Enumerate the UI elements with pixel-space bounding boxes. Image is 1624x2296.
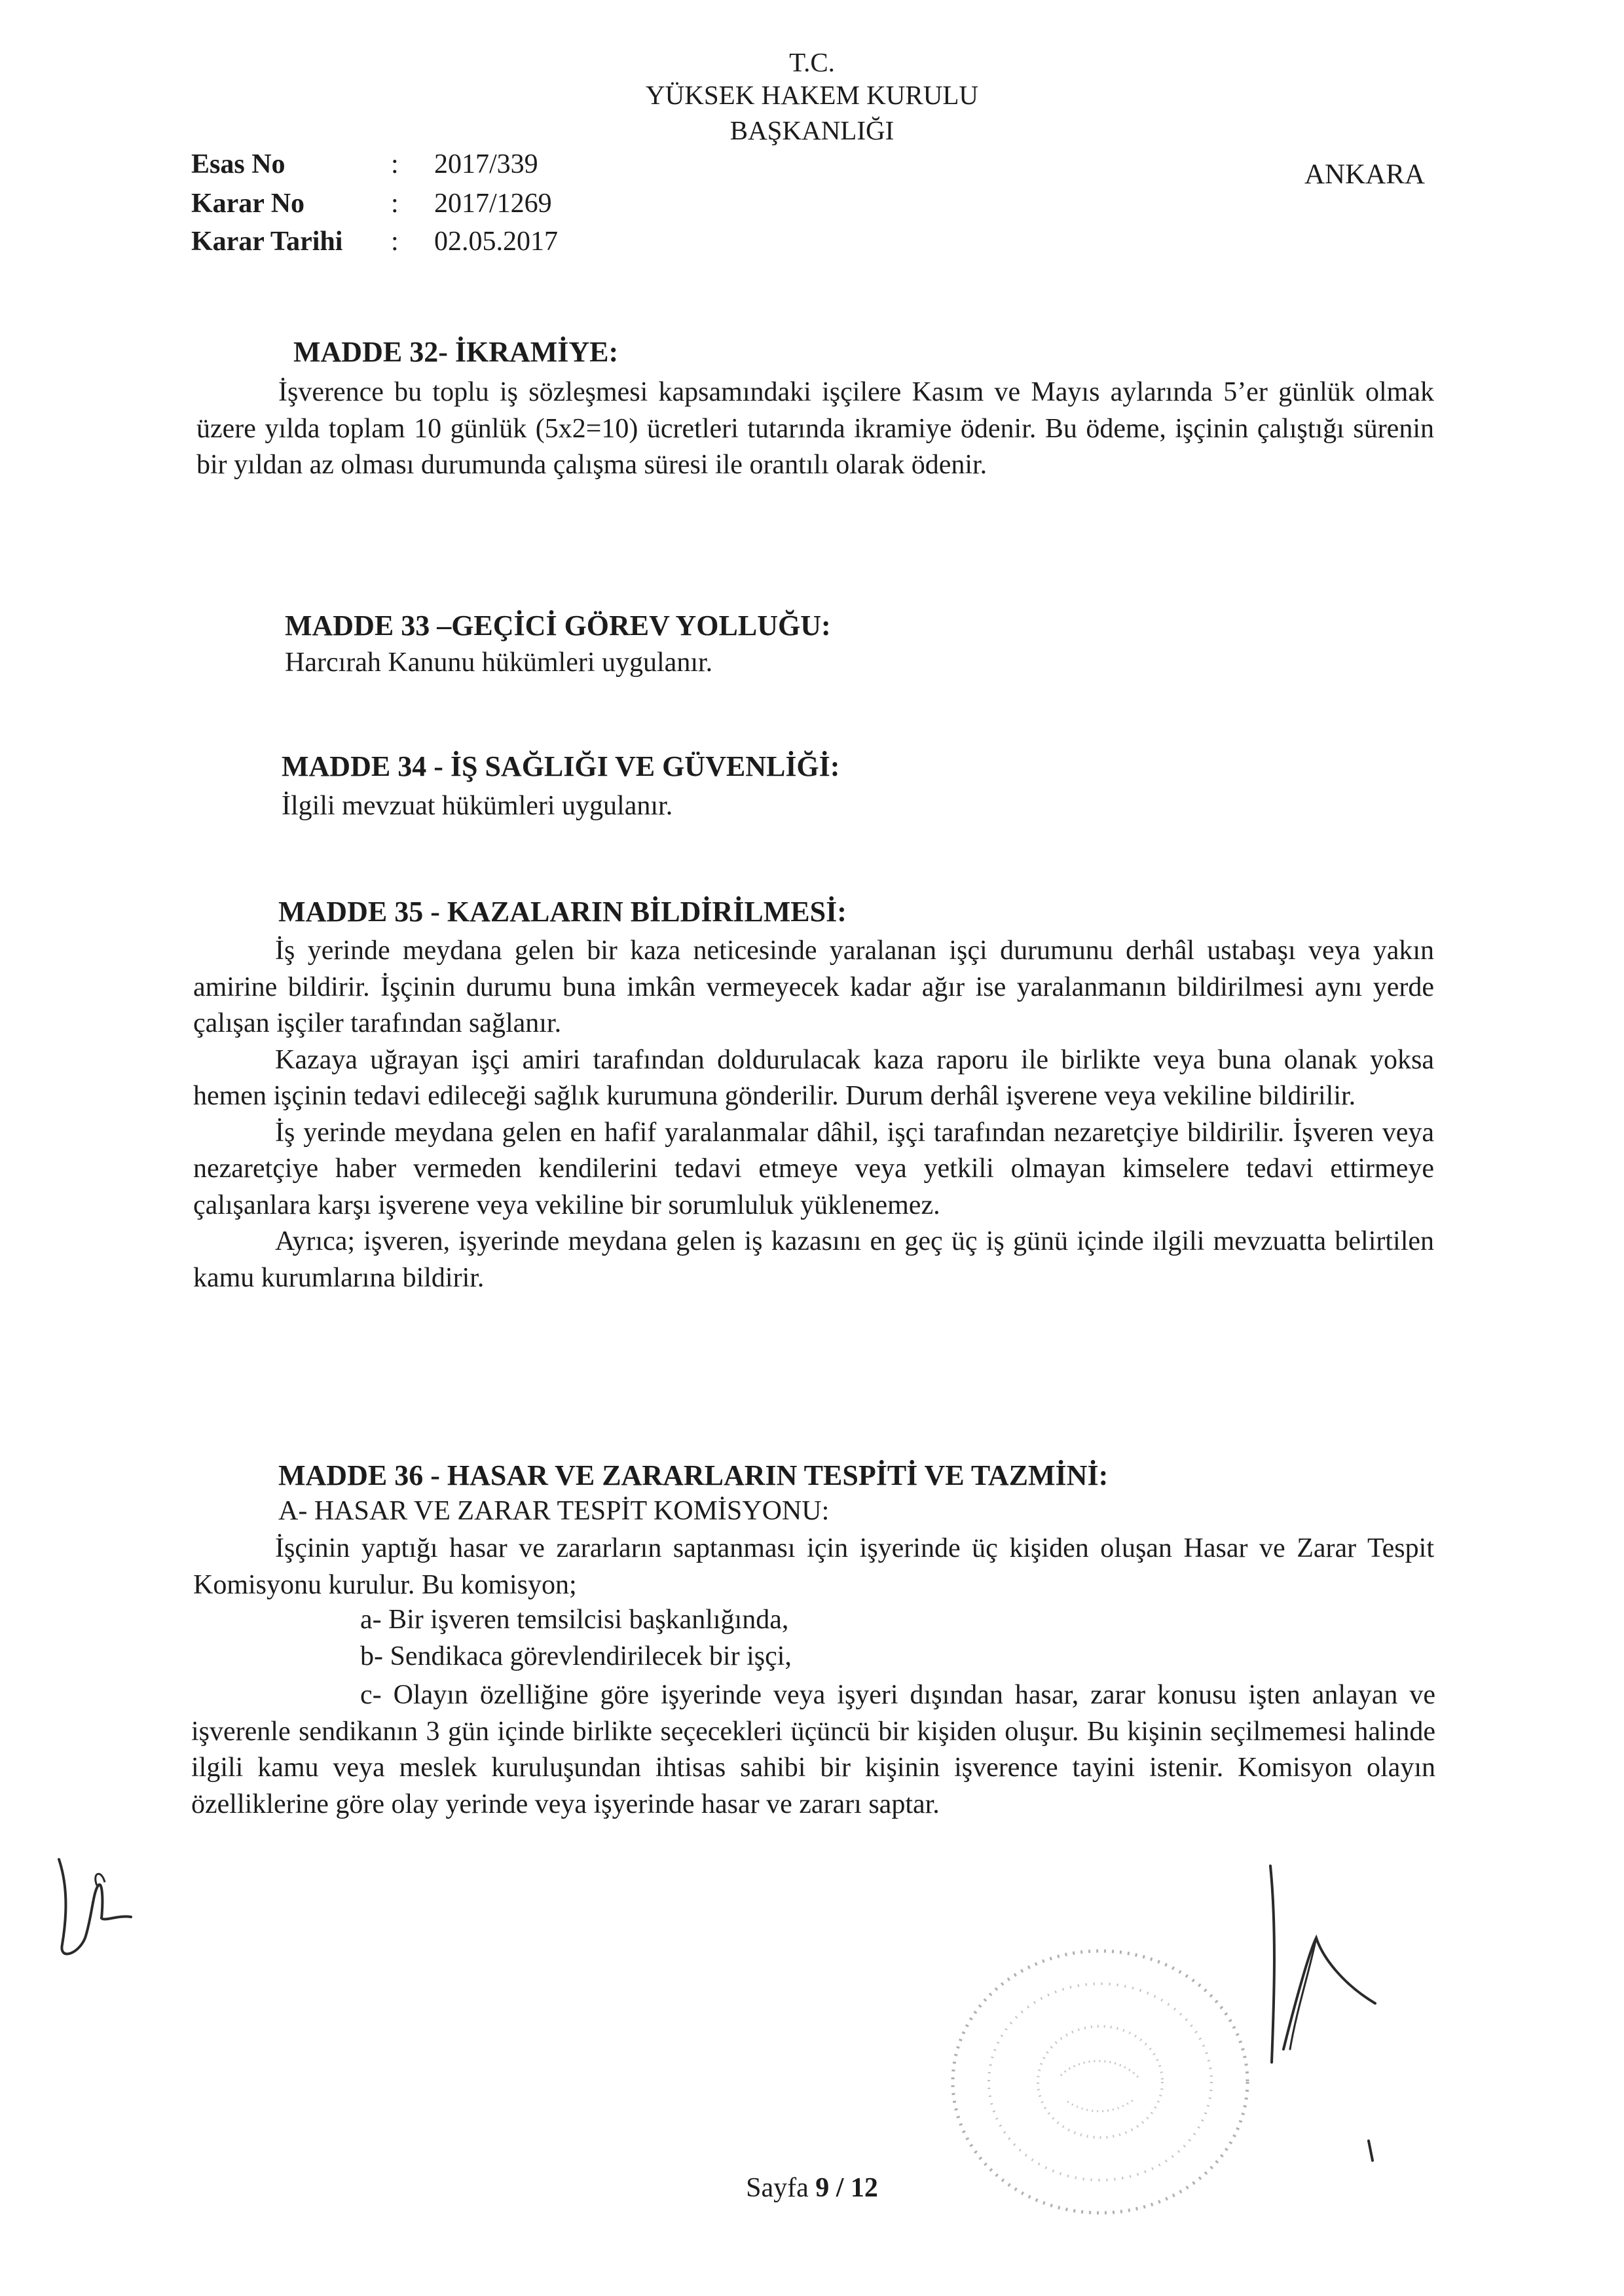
paragraph: Ayrıca; işveren, işyerinde meydana gelen iş kazasını en geç üç iş günü içinde ilgili mevzuatta belirtilen kamu kurumlarına bildirir.	[193, 1226, 1434, 1293]
meta-value: 2017/1269	[434, 189, 552, 219]
margin-initials-signature	[39, 1840, 144, 1971]
madde-35-text	[193, 933, 1434, 1296]
page-label: Sayfa	[746, 2173, 809, 2203]
page-current: 9	[815, 2173, 830, 2203]
madde-32-text	[196, 374, 1434, 484]
page-separator: /	[836, 2173, 844, 2203]
paragraph: Kazaya uğrayan işçi amiri tarafından doldurulacak kaza raporu ile birlikte veya buna olanak yoksa hemen işçinin tedavi edileceği sağlık kurumuna gönderilir. Durum derhâl işverene veya vekiline bildirilir.	[193, 1044, 1434, 1111]
paragraph: İş yerinde meydana gelen bir kaza neticesinde yaralanan işçi durumunu derhâl ustabaşı veya yakın amirine bildirir. İşçinin durumu buna imkân vermeyecek kadar ağır ise yaralanmanın bildirilmesi aynı yerde çalışan işçiler tarafından sağlanır.	[193, 936, 1434, 1038]
list-item-b: b- Sendikaca görevlendirilecek bir işçi,	[360, 1641, 792, 1671]
list-item-c	[191, 1677, 1435, 1823]
meta-value: 02.05.2017	[434, 227, 558, 257]
meta-label: Esas No	[191, 149, 286, 179]
meta-esas-no	[191, 148, 538, 181]
meta-separator: :	[391, 149, 399, 179]
institution-title: BAŞKANLIĞI	[729, 115, 895, 145]
official-stamp-seal	[936, 1938, 1264, 2226]
meta-separator: :	[391, 189, 399, 219]
heading-madde-35: MADDE 35 - KAZALARIN BİLDİRİLMESİ:	[278, 896, 847, 928]
heading-madde-33: MADDE 33 –GEÇİCİ GÖREV YOLLUĞU:	[285, 610, 831, 642]
paragraph: c- Olayın özelliğine göre işyerinde veya işyeri dışından hasar, zarar konusu işten anlayan ve işverenle sendikanın 3 gün içinde birlikte seçecekleri üçüncü bir kişiden oluşur. Bu kişinin seçilmemesi halinde ilgili kamu veya meslek kuruluşundan ihtisas sahibi bir kişinin işverence tayini istenir. Komisyon olayın özelliklerine göre olay yerinde veya işyerinde hasar ve zararı saptar.	[191, 1680, 1435, 1819]
heading-madde-32: MADDE 32- İKRAMİYE:	[293, 336, 619, 368]
list-item-a: a- Bir işveren temsilcisi başkanlığında,	[360, 1605, 789, 1635]
city: ANKARA	[1304, 159, 1425, 190]
handwritten-signature	[1244, 1853, 1414, 2193]
paragraph: İşverence bu toplu iş sözleşmesi kapsamındaki işçilere Kasım ve Mayıs aylarında 5’er günlük olmak üzere yılda toplam 10 günlük (5x2=10) ücretleri tutarında ikramiye ödenir. Bu ödeme, işçinin çalıştığı sürenin bir yıldan az olması durumunda çalışma süresi ile orantılı olarak ödenir.	[196, 377, 1434, 480]
meta-label: Karar Tarihi	[191, 227, 343, 257]
page-total: 12	[850, 2173, 878, 2203]
paragraph: İşçinin yaptığı hasar ve zararların saptanması için işyerinde üç kişiden oluşan Hasar ve Zarar Tespit Komisyonu kurulur. Bu komisyon;	[193, 1533, 1434, 1600]
meta-label: Karar No	[191, 189, 305, 219]
header-tc: T.C.	[789, 47, 835, 77]
heading-madde-34: MADDE 34 - İŞ SAĞLIĞI VE GÜVENLİĞİ:	[282, 750, 840, 782]
meta-separator: :	[391, 227, 399, 257]
subheading-komisyon: A- HASAR VE ZARAR TESPİT KOMİSYONU:	[278, 1496, 830, 1526]
meta-karar-no	[191, 187, 552, 220]
heading-madde-36: MADDE 36 - HASAR VE ZARARLARIN TESPİTİ VE TAZMİNİ:	[278, 1459, 1109, 1491]
institution-name: YÜKSEK HAKEM KURULU	[646, 80, 978, 110]
meta-value: 2017/339	[434, 149, 538, 179]
madde-36-intro	[193, 1531, 1434, 1603]
meta-karar-tarihi	[191, 225, 558, 258]
paragraph: İş yerinde meydana gelen en hafif yaralanmalar dâhil, işçi tarafından nezaretçiye bildirilir. İşveren veya nezaretçiye haber vermeden kendilerini tedavi etmeye veya yetkili olmayan kimselere tedavi ettirmeye çalışanlara karşı işverene veya vekiline bir sorumluluk yüklenemez.	[193, 1117, 1434, 1220]
madde-34-text: İlgili mevzuat hükümleri uygulanır.	[282, 791, 673, 821]
madde-33-text: Harcırah Kanunu hükümleri uygulanır.	[285, 647, 713, 678]
